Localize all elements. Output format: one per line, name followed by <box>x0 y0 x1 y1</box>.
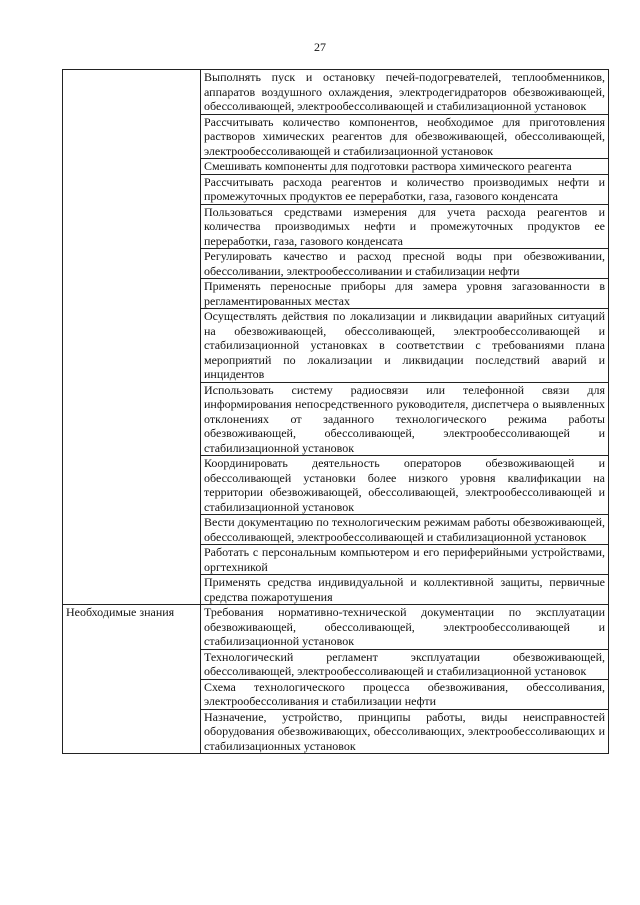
table-cell <box>201 649 609 679</box>
skill-text: Пользоваться средствами измерения для учета расхода реагентов и количества производимых нефти и промежуточных продуктов ее переработки, газа, газового конденсата <box>204 204 605 248</box>
skill-text: Применять средства индивидуальной и коллективной защиты, первичные средства пожаротушения <box>204 575 605 604</box>
skill-text: Регулировать качество и расход пресной воды при обезвоживании, обессоливании, электрообессоливании и стабилизации нефти <box>204 249 605 278</box>
table-cell <box>201 159 609 175</box>
table-row <box>63 605 609 650</box>
skill-text: Рассчитывать расхода реагентов и количество производимых нефти и промежуточных продуктов ее переработки, газа, газового конденсата <box>204 174 605 203</box>
knowledge-text: Требования нормативно-технической документации по эксплуатации обезвоживающей, обессоливающей, электрообессоливающей и стабилизационной установок <box>204 605 605 648</box>
table-cell <box>201 309 609 383</box>
skill-text: Координировать деятельность операторов обезвоживающей и обессоливающей установки более низкого уровня квалификации на территории обезвоживающей, обессоливающей, электрообессоливающей и стабилизационной установок <box>204 456 605 514</box>
skill-text: Смешивать компоненты для подготовки раствора химического реагента <box>204 159 572 173</box>
requirements-table <box>62 69 609 754</box>
skill-text: Использовать систему радиосвязи или телефонной связи для информирования непосредственного руководителя, диспетчера о выявленных отклонениях от заданного технологического режима работы обезвоживающей, обессоливающей, электрообессоливающей и стабилизационной установок <box>204 382 605 455</box>
table-cell <box>201 575 609 605</box>
table-cell <box>201 279 609 309</box>
skill-text: Осуществлять действия по локализации и ликвидации аварийных ситуаций на обезвоживающей, обессоливающей, электрообессоливающей и стабилизационной установках в соответствии с требованиями плана мероприятий по локализации и ликвидации последствий аварий и инцидентов <box>204 309 605 381</box>
knowledge-label-cell <box>63 605 201 754</box>
table-cell <box>201 709 609 754</box>
knowledge-text: Схема технологического процесса обезвоживания, обессоливания, электрообессоливания и стабилизации нефти <box>204 679 605 708</box>
table-cell <box>201 114 609 159</box>
skill-text: Рассчитывать количество компонентов, необходимое для приготовления растворов химических реагентов для обезвоживающей, обессоливающей, электрообессоливающей и стабилизационной установок <box>204 114 605 158</box>
skill-text: Вести документацию по технологическим режимам работы обезвоживающей, обессоливающей, электрообессоливающей и стабилизационной установок <box>204 515 605 544</box>
table-cell <box>201 456 609 515</box>
knowledge-label: Необходимые знания <box>66 605 175 619</box>
table-cell <box>201 174 609 204</box>
skill-text: Применять переносные приборы для замера уровня загазованности в регламентированных местах <box>204 279 605 308</box>
page-number: 27 <box>314 40 326 54</box>
table-cell <box>201 545 609 575</box>
table-cell <box>201 515 609 545</box>
table-row <box>63 70 609 115</box>
table-cell <box>201 605 609 650</box>
table-cell <box>201 249 609 279</box>
table-cell <box>201 70 609 115</box>
table-cell <box>201 204 609 249</box>
knowledge-text: Технологический регламент эксплуатации обезвоживающей, обессоливающей, электрообессоливающей и стабилизационной установок <box>204 649 605 678</box>
skills-label-cell <box>63 70 201 605</box>
knowledge-text: Назначение, устройство, принципы работы, виды неисправностей оборудования обезвоживающих, обессоливающих, электрообессоливающих и стабилизационных установок <box>204 709 605 753</box>
table-cell <box>201 679 609 709</box>
skill-text: Выполнять пуск и остановку печей-подогревателей, теплообменников, аппаратов воздушного охлаждения, электродегидраторов обезвоживающей, обессоливающей, электрообессоливающей и стабилизационной установок <box>204 70 605 113</box>
table-cell <box>201 382 609 456</box>
skill-text: Работать с персональным компьютером и его периферийными устройствами, оргтехникой <box>204 545 605 574</box>
